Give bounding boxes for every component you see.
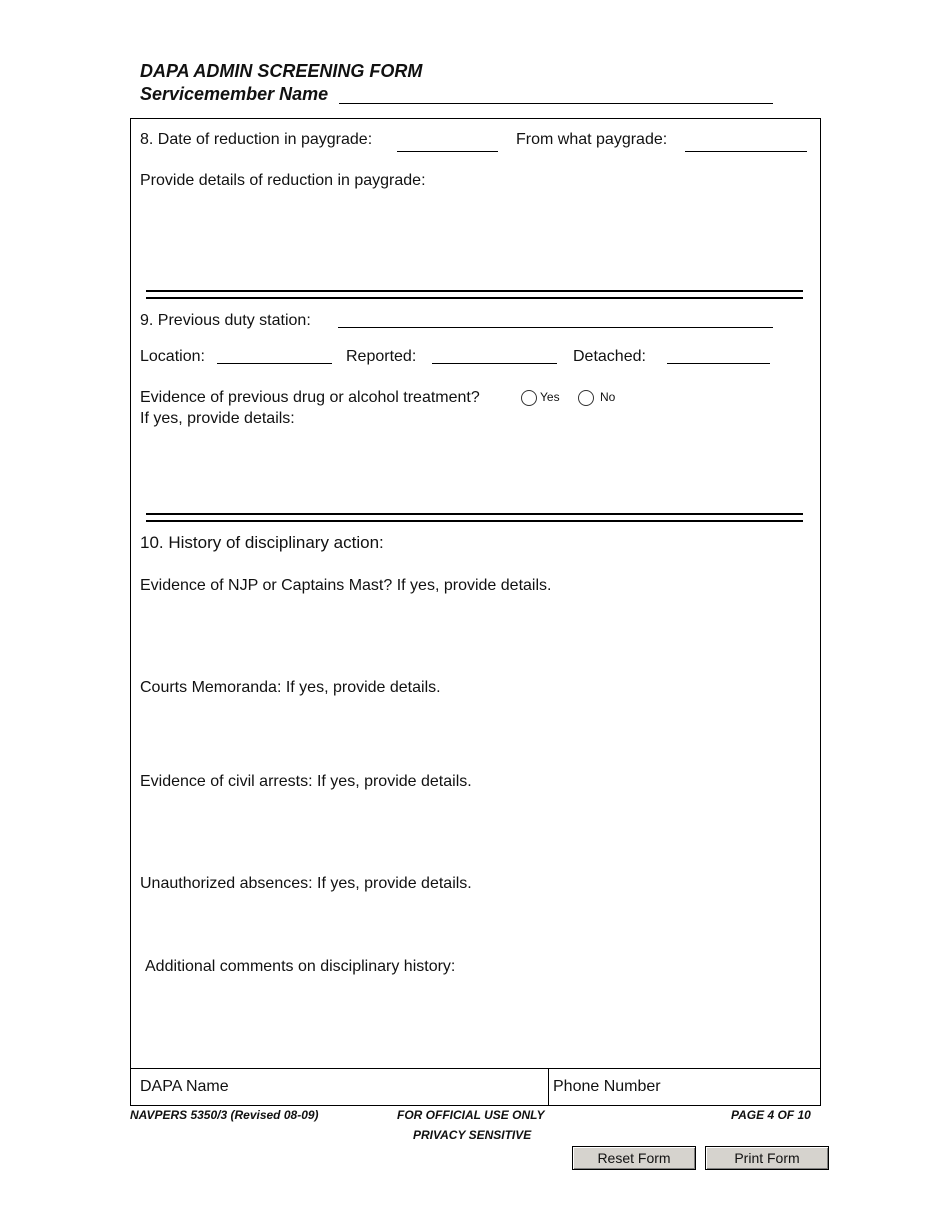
from-paygrade-label: From what paygrade: [516,131,668,148]
civil-arrests-field[interactable] [140,794,810,874]
page-number: PAGE 4 OF 10 [731,1108,811,1122]
unauthorized-absences-label: Unauthorized absences: If yes, provide details. [140,875,472,892]
treatment-details-field[interactable] [140,430,810,508]
treatment-question-label: Evidence of previous drug or alcohol treatment? [140,389,480,406]
section-divider [146,513,803,522]
njp-details-field[interactable] [140,598,810,676]
phone-number-label: Phone Number [553,1078,661,1095]
unauthorized-absences-field[interactable] [140,896,810,956]
print-form-button[interactable]: Print Form [705,1146,829,1170]
reported-field[interactable] [432,363,557,364]
date-reduction-label: 8. Date of reduction in paygrade: [140,131,373,148]
date-reduction-field[interactable] [397,151,498,152]
courts-memoranda-label: Courts Memoranda: If yes, provide details. [140,679,441,696]
dapa-name-label: DAPA Name [140,1078,229,1095]
additional-comments-field[interactable] [140,980,810,1062]
location-field[interactable] [217,363,332,364]
civil-arrests-label: Evidence of civil arrests: If yes, provide details. [140,773,472,790]
form-identifier: NAVPERS 5350/3 (Revised 08-09) [130,1108,319,1122]
privacy-notice: PRIVACY SENSITIVE [413,1128,532,1142]
treatment-no-radio[interactable] [578,390,594,406]
reduction-details-field[interactable] [140,194,810,284]
treatment-yes-radio[interactable] [521,390,537,406]
dapa-name-cell[interactable] [130,1068,549,1106]
phone-number-cell[interactable] [548,1068,821,1106]
section-divider [146,290,803,299]
disciplinary-history-heading: 10. History of disciplinary action: [140,533,384,552]
location-label: Location: [140,348,205,365]
detached-label: Detached: [573,348,646,365]
detached-field[interactable] [667,363,770,364]
official-use-notice: FOR OFFICIAL USE ONLY [397,1108,545,1122]
reset-form-button[interactable]: Reset Form [572,1146,696,1170]
reported-label: Reported: [346,348,417,365]
treatment-no-label: No [600,390,616,404]
njp-label: Evidence of NJP or Captains Mast? If yes, provide details. [140,577,552,594]
treatment-details-label: If yes, provide details: [140,410,295,427]
courts-memoranda-field[interactable] [140,700,810,770]
servicemember-name-field[interactable] [339,103,773,104]
previous-duty-station-label: 9. Previous duty station: [140,312,311,329]
form-box-right-border [820,118,821,1068]
form-box-top-border [130,118,820,119]
treatment-yes-label: Yes [540,390,560,404]
from-paygrade-field[interactable] [685,151,807,152]
additional-comments-label: Additional comments on disciplinary history: [145,958,456,975]
reduction-details-label: Provide details of reduction in paygrade: [140,172,426,189]
previous-duty-station-field[interactable] [338,327,773,328]
servicemember-name-label: Servicemember Name [140,84,329,104]
form-title: DAPA ADMIN SCREENING FORM [140,61,423,81]
form-box-left-border [130,118,131,1068]
